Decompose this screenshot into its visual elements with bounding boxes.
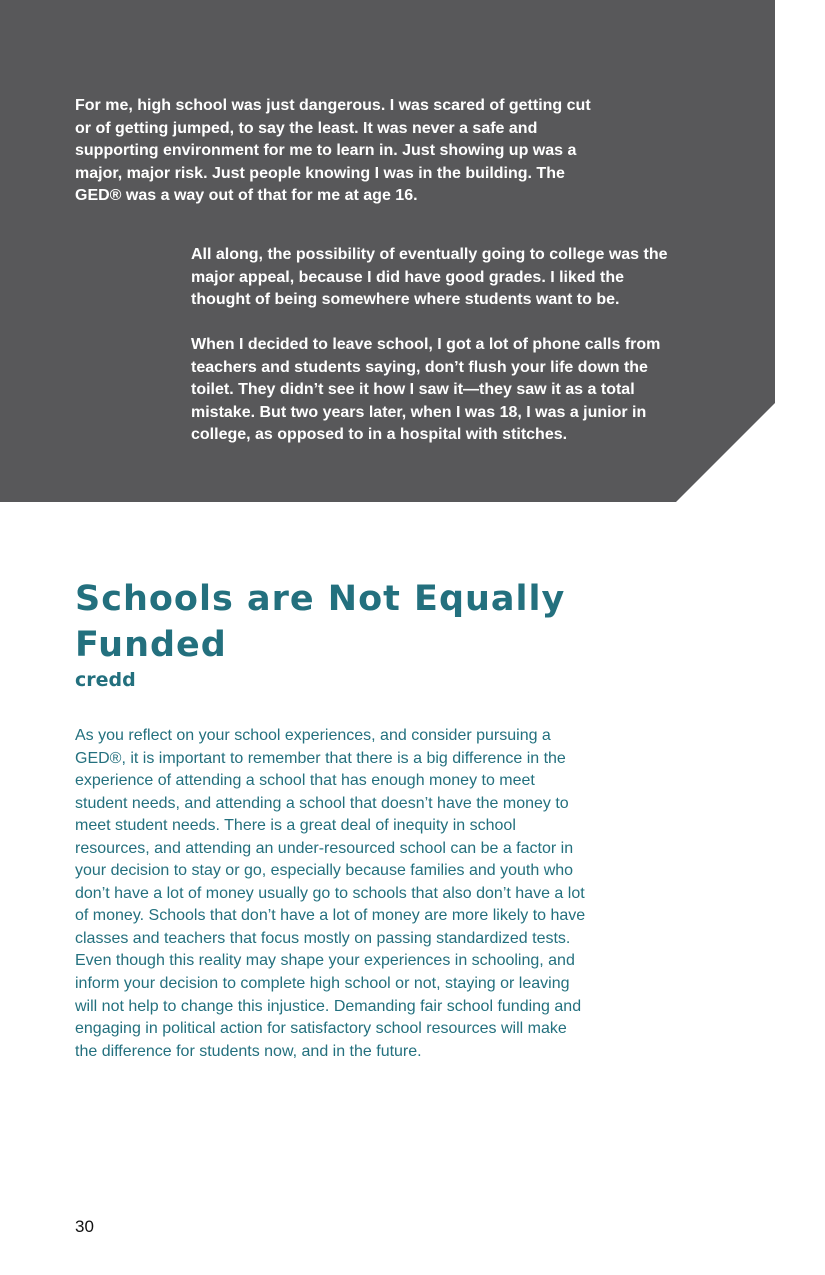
quote-paragraph-3: When I decided to leave school, I got a lot of phone calls from teachers and students saying, don’t flush your life down the toilet. They didn’t see it how I saw it—they saw it as a total mistake. But two years later, when I was 18, I was a junior in college, as opposed to in a hospital with stitches. (191, 336, 661, 444)
page-number: 30 (75, 1217, 94, 1236)
section-body: As you reflect on your school experiences, and consider pursuing a GED®, it is important to remember that there is a big difference in the experience of attending a school that has enough money to meet student needs, and attending a school that doesn’t have the money to meet student needs. There is a great deal of inequity in school resources, and attending an under-resourced school can be a factor in your decision to stay or go, especially because families and youth who don’t have a lot of money usually go to schools that also don’t have a lot of money. Schools that don’t have a lot of money are more likely to have classes and teachers that focus mostly on passing standardized tests. Even though this reality may shape your experiences in schooling, and inform your decision to complete high school or not, staying or leaving will not help to change this injustice. Demanding fair school funding and engaging in political action for satisfactory school resources will make the difference for students now, and in the future. (75, 727, 586, 1060)
quote-paragraph-1: For me, high school was just dangerous. I was scared of getting cut or of getting jumped, to say the least. It was never a safe and supporting environment for me to learn in. Just showing up was a major, major risk. Just people knowing I was in the building. The GED® was a way out of that for me at age 16. (75, 97, 591, 205)
section-byline: credd (75, 669, 136, 691)
quote-paragraph-2: All along, the possibility of eventually going to college was the major appeal, because I did have good grades. I liked the thought of being somewhere where students want to be. (191, 246, 668, 309)
section-title: Schools are Not Equally Funded (75, 579, 566, 665)
